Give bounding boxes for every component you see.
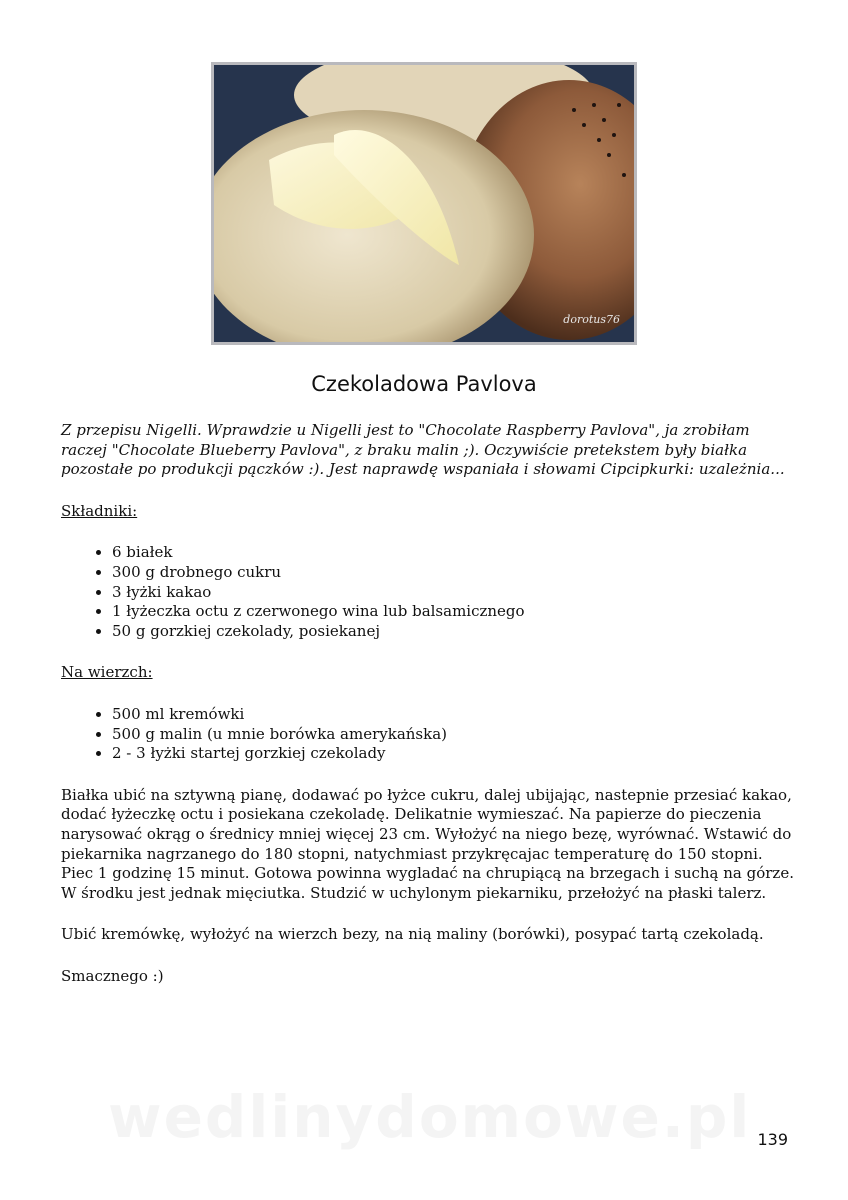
instructions-paragraph: Ubić kremówkę, wyłożyć na wierzch bezy, na nią maliny (borówki), posypać tartą czekoladą. — [61, 925, 764, 944]
list-item: • 500 g malin (u mnie borówka amerykańska) — [112, 725, 796, 745]
ingredients-heading: Składniki: — [61, 501, 138, 520]
list-item: • 1 łyżeczka octu z czerwonego wina lub balsamicznego — [112, 602, 796, 622]
list-item: • 6 białek — [112, 543, 796, 563]
list-item: • 300 g drobnego cukru — [112, 563, 796, 583]
topping-list — [61, 705, 796, 764]
topping-heading: Na wierzch: — [61, 663, 153, 682]
recipe-photo — [211, 62, 637, 345]
intro-text: Z przepisu Nigelli. Wprawdzie u Nigelli jest to "Chocolate Raspberry Pavlova", ja zrobiłam raczej "Chocolate Blueberry Pavlova", z braku malin ;). Oczywiście pretekstem były białka pozostałe po produkcji pączków :). Jest naprawdę wspaniała i słowami Cipcipkurki: uzależnia... — [61, 421, 785, 479]
list-item: • 3 łyżki kakao — [112, 583, 796, 603]
list-item: • 50 g gorzkiej czekolady, posiekanej — [112, 622, 796, 642]
list-item: • 500 ml kremówki — [112, 705, 796, 725]
closing-text: Smacznego :) — [61, 966, 164, 985]
list-item: • 2 - 3 łyżki startej gorzkiej czekolady — [112, 744, 796, 764]
page-number: 139 — [757, 1130, 788, 1149]
recipe-title: Czekoladowa Pavlova — [311, 372, 537, 396]
bread-rolls-image — [214, 65, 634, 342]
instructions-paragraph: Białka ubić na sztywną pianę, dodawać po łyżce cukru, dalej ubijając, nastepnie przesiać kakao, dodać łyżeczkę octu i posiekana czekoladę. Delikatnie wymieszać. Na papierze do pieczenia narysować okrąg o średnicy mniej więcej 23 cm. Wyłożyć na niego bezę, wyrównać. Wstawić do piekarnika nagrzanego do 180 stopni, natychmiast przykręcajac temperaturę do 150 stopni. Piec 1 godzinę 15 minut. Gotowa powinna wygladać na chrupiącą na brzegach i suchą na górze. W środku jest jednak mięciutka. Studzić w uchylonym piekarniku, przełożyć na płaski talerz. — [61, 785, 794, 902]
photo-signature: dorotus76 — [563, 313, 620, 326]
watermark: wedlinydomowe.pl — [108, 1083, 752, 1151]
recipe-content — [61, 421, 796, 986]
ingredients-list — [61, 543, 796, 641]
